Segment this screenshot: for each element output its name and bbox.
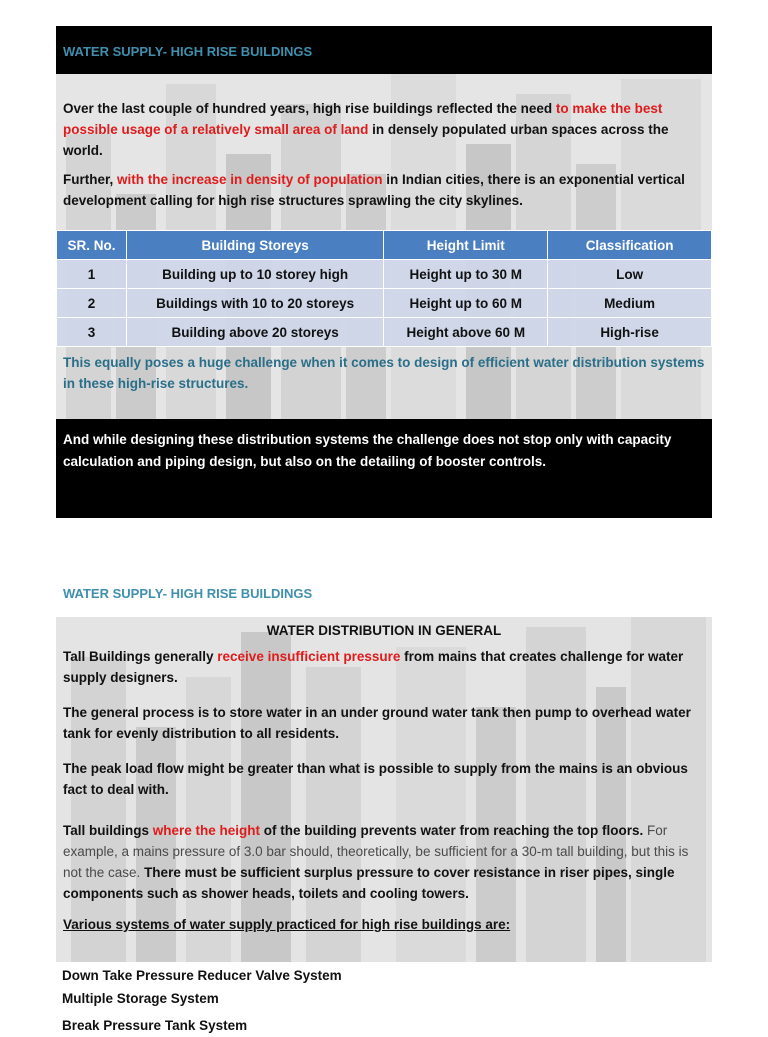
- building-classification-table: [56, 230, 712, 347]
- text-run: Tall buildings: [63, 823, 153, 838]
- table-cell: Buildings with 10 to 20 storeys: [126, 289, 384, 318]
- table-cell: 2: [57, 289, 127, 318]
- column-header: Classification: [548, 231, 712, 260]
- table-cell: Height up to 30 M: [384, 260, 548, 289]
- section-heading: WATER DISTRIBUTION IN GENERAL: [266, 623, 502, 638]
- intro-text: [56, 98, 712, 211]
- table-row: [57, 289, 712, 318]
- table-cell: Height up to 60 M: [384, 289, 548, 318]
- text-run: in Indian cities, there is an exponential vertical development calling for high rise structures sprawling the city skylines.: [63, 172, 685, 208]
- text-run: Further,: [63, 172, 118, 187]
- text-run: in densely populated urban spaces across the world.: [63, 122, 669, 158]
- table-cell: 3: [57, 318, 127, 347]
- table-header-row: [57, 231, 712, 260]
- column-header: Height Limit: [384, 231, 548, 260]
- footer-note: And while designing these distribution systems the challenge does not stop only with capacity calculation and piping design, but also on the detailing of booster controls.: [56, 419, 712, 518]
- slide-water-distribution: [56, 617, 712, 962]
- systems-intro: Various systems of water supply practiced for high rise buildings are:: [63, 917, 511, 932]
- highlight-text: with the increase in density of population: [117, 172, 383, 187]
- challenge-text: [56, 352, 712, 394]
- distribution-text: [56, 623, 712, 935]
- text-run: from mains that creates challenge for water supply designers.: [63, 649, 684, 685]
- table-cell: 1: [57, 260, 127, 289]
- highlight-text: to make the best possible usage of a relatively small area of land: [63, 101, 663, 137]
- table-cell: Height above 60 M: [384, 318, 548, 347]
- slide-header: WATER SUPPLY- HIGH RISE BUILDINGS: [63, 586, 313, 601]
- systems-list: [62, 964, 342, 1037]
- text-run: Over the last couple of hundred years, high rise buildings reflected the need: [63, 101, 556, 116]
- slide-water-supply-intro: [56, 26, 712, 518]
- highlight-text: receive insufficient pressure: [217, 649, 401, 664]
- table-row: [57, 260, 712, 289]
- paragraph-peak-load: The peak load flow might be greater than what is possible to supply from the mains is an obvious fact to deal with.: [63, 761, 688, 797]
- list-item: Multiple Storage System: [62, 991, 219, 1006]
- highlight-text: where the height: [152, 823, 261, 838]
- slide-header: WATER SUPPLY- HIGH RISE BUILDINGS: [56, 26, 712, 74]
- column-header: Building Storeys: [126, 231, 384, 260]
- example-text: For example, a mains pressure of 3.0 bar should, theoretically, be sufficient for a 30-m tall building, but this is not the case.: [63, 823, 689, 880]
- text-run: of the building prevents water from reaching the top floors.: [260, 823, 644, 838]
- list-item: Down Take Pressure Reducer Valve System: [62, 968, 342, 983]
- column-header: SR. No.: [57, 231, 127, 260]
- table-row: [57, 318, 712, 347]
- table-cell: Medium: [548, 289, 712, 318]
- intro-paragraph-1: [56, 98, 712, 161]
- list-item: Break Pressure Tank System: [62, 1018, 248, 1033]
- paragraph-pressure: [56, 646, 712, 688]
- intro-paragraph-2: [56, 169, 712, 211]
- challenge-paragraph: This equally poses a huge challenge when it comes to design of efficient water distribution systems in these high-rise structures.: [63, 355, 705, 391]
- table-cell: Building above 20 storeys: [126, 318, 384, 347]
- table-cell: High-rise: [548, 318, 712, 347]
- paragraph-tall-buildings: [56, 820, 712, 904]
- paragraph-process: The general process is to store water in an under ground water tank then pump to overhead water tank for evenly distribution to all residents.: [63, 705, 691, 741]
- text-run: There must be sufficient surplus pressure to cover resistance in riser pipes, single components such as shower heads, toilets and cooling towers.: [63, 865, 675, 901]
- text-run: Tall Buildings generally: [63, 649, 218, 664]
- table-cell: Low: [548, 260, 712, 289]
- table-cell: Building up to 10 storey high: [126, 260, 384, 289]
